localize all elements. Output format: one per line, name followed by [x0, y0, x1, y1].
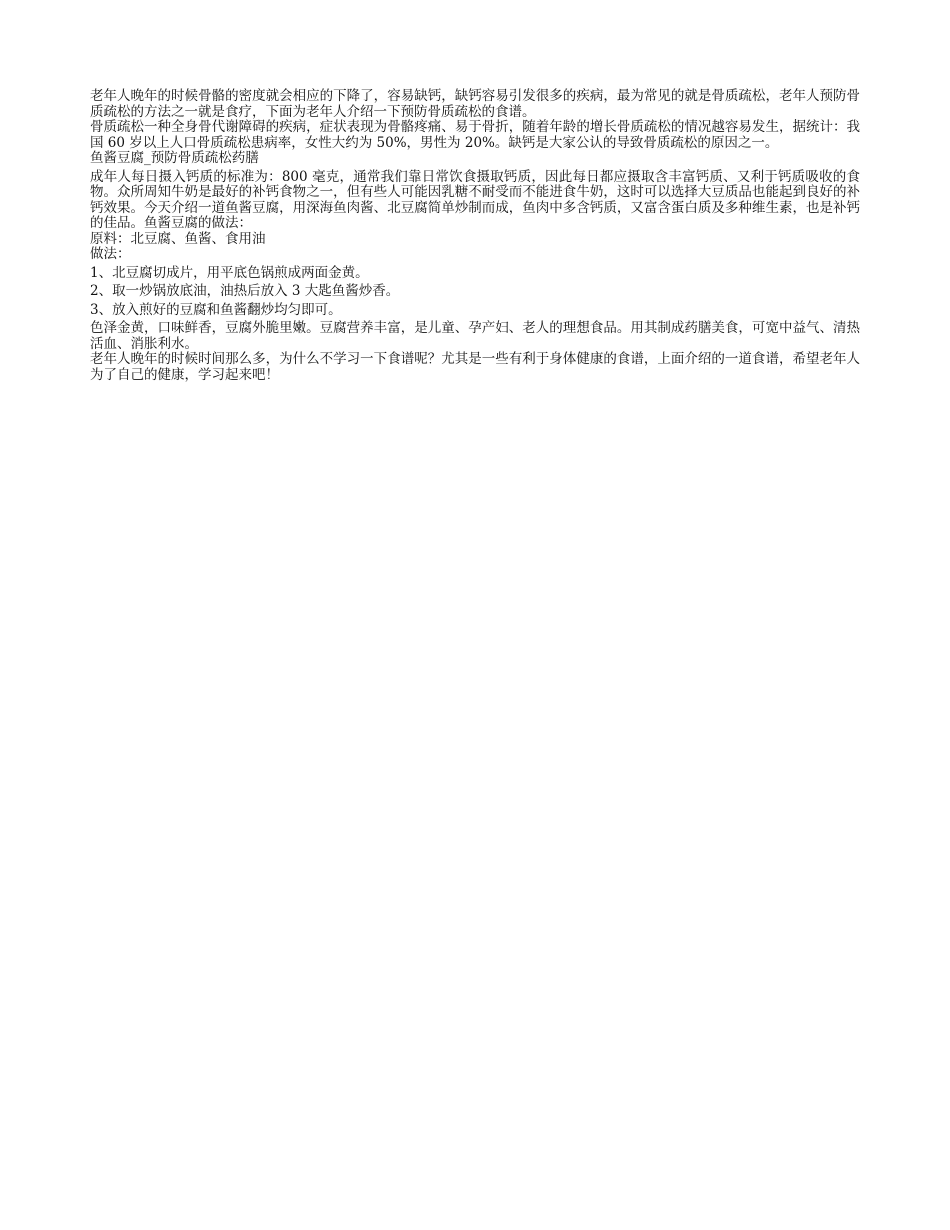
step-2: 2、取一炒锅放底油，油热后放入 3 大匙鱼酱炒香。: [90, 283, 400, 299]
step-1: 1、北豆腐切成片，用平底色锅煎成两面金黄。: [90, 264, 369, 281]
closing-paragraph: 老年人晚年的时候时间那么多，为什么不学习一下食谱呢？尤其是一些有利于身体健康的食谱，上面介绍的一道食谱，希望老年人为了自己的健康，学习起来吧！: [90, 351, 860, 383]
ingredients-line: 原料：北豆腐、鱼酱、食用油: [90, 230, 266, 247]
method-heading: 做法：: [90, 246, 131, 262]
recipe-title: 鱼酱豆腐_预防骨质疏松药膳: [90, 150, 259, 166]
document-body: [90, 89, 860, 383]
benefits-paragraph: 色泽金黄，口味鲜香，豆腐外脆里嫩。豆腐营养丰富，是儿童、孕产妇、老人的理想食品。用其制成药膳美食，可宽中益气、清热活血、消胀利水。: [90, 320, 860, 352]
osteoporosis-paragraph: 骨质疏松一种全身骨代谢障碍的疾病，症状表现为骨骼疼痛、易于骨折，随着年龄的增长骨质疏松的情况越容易发生，据统计：我国 60 岁以上人口骨质疏松患病率，女性大约为 50%，男性为 20%。缺钙是大家公认的导致骨质疏松的原因之一。: [90, 119, 860, 151]
intro-paragraph: 老年人晚年的时候骨骼的密度就会相应的下降了，容易缺钙，缺钙容易引发很多的疾病，最为常见的就是骨质疏松，老年人预防骨质疏松的方法之一就是食疗，下面为老年人介绍一下预防骨质疏松的食谱。: [90, 88, 860, 120]
calcium-paragraph: 成年人每日摄入钙质的标准为：800 毫克，通常我们靠日常饮食摄取钙质，因此每日都应摄取含丰富钙质、又利于钙质吸收的食物。众所周知牛奶是最好的补钙食物之一，但有些人可能因乳糖不耐受而不能进食牛奶，这时可以选择大豆质品也能起到良好的补钙效果。今天介绍一道鱼酱豆腐，用深海鱼肉酱、北豆腐简单炒制而成，鱼肉中多含钙质，又富含蛋白质及多种维生素，也是补钙的佳品。鱼酱豆腐的做法：: [90, 168, 860, 231]
step-3: 3、放入煎好的豆腐和鱼酱翻炒均匀即可。: [90, 301, 342, 318]
